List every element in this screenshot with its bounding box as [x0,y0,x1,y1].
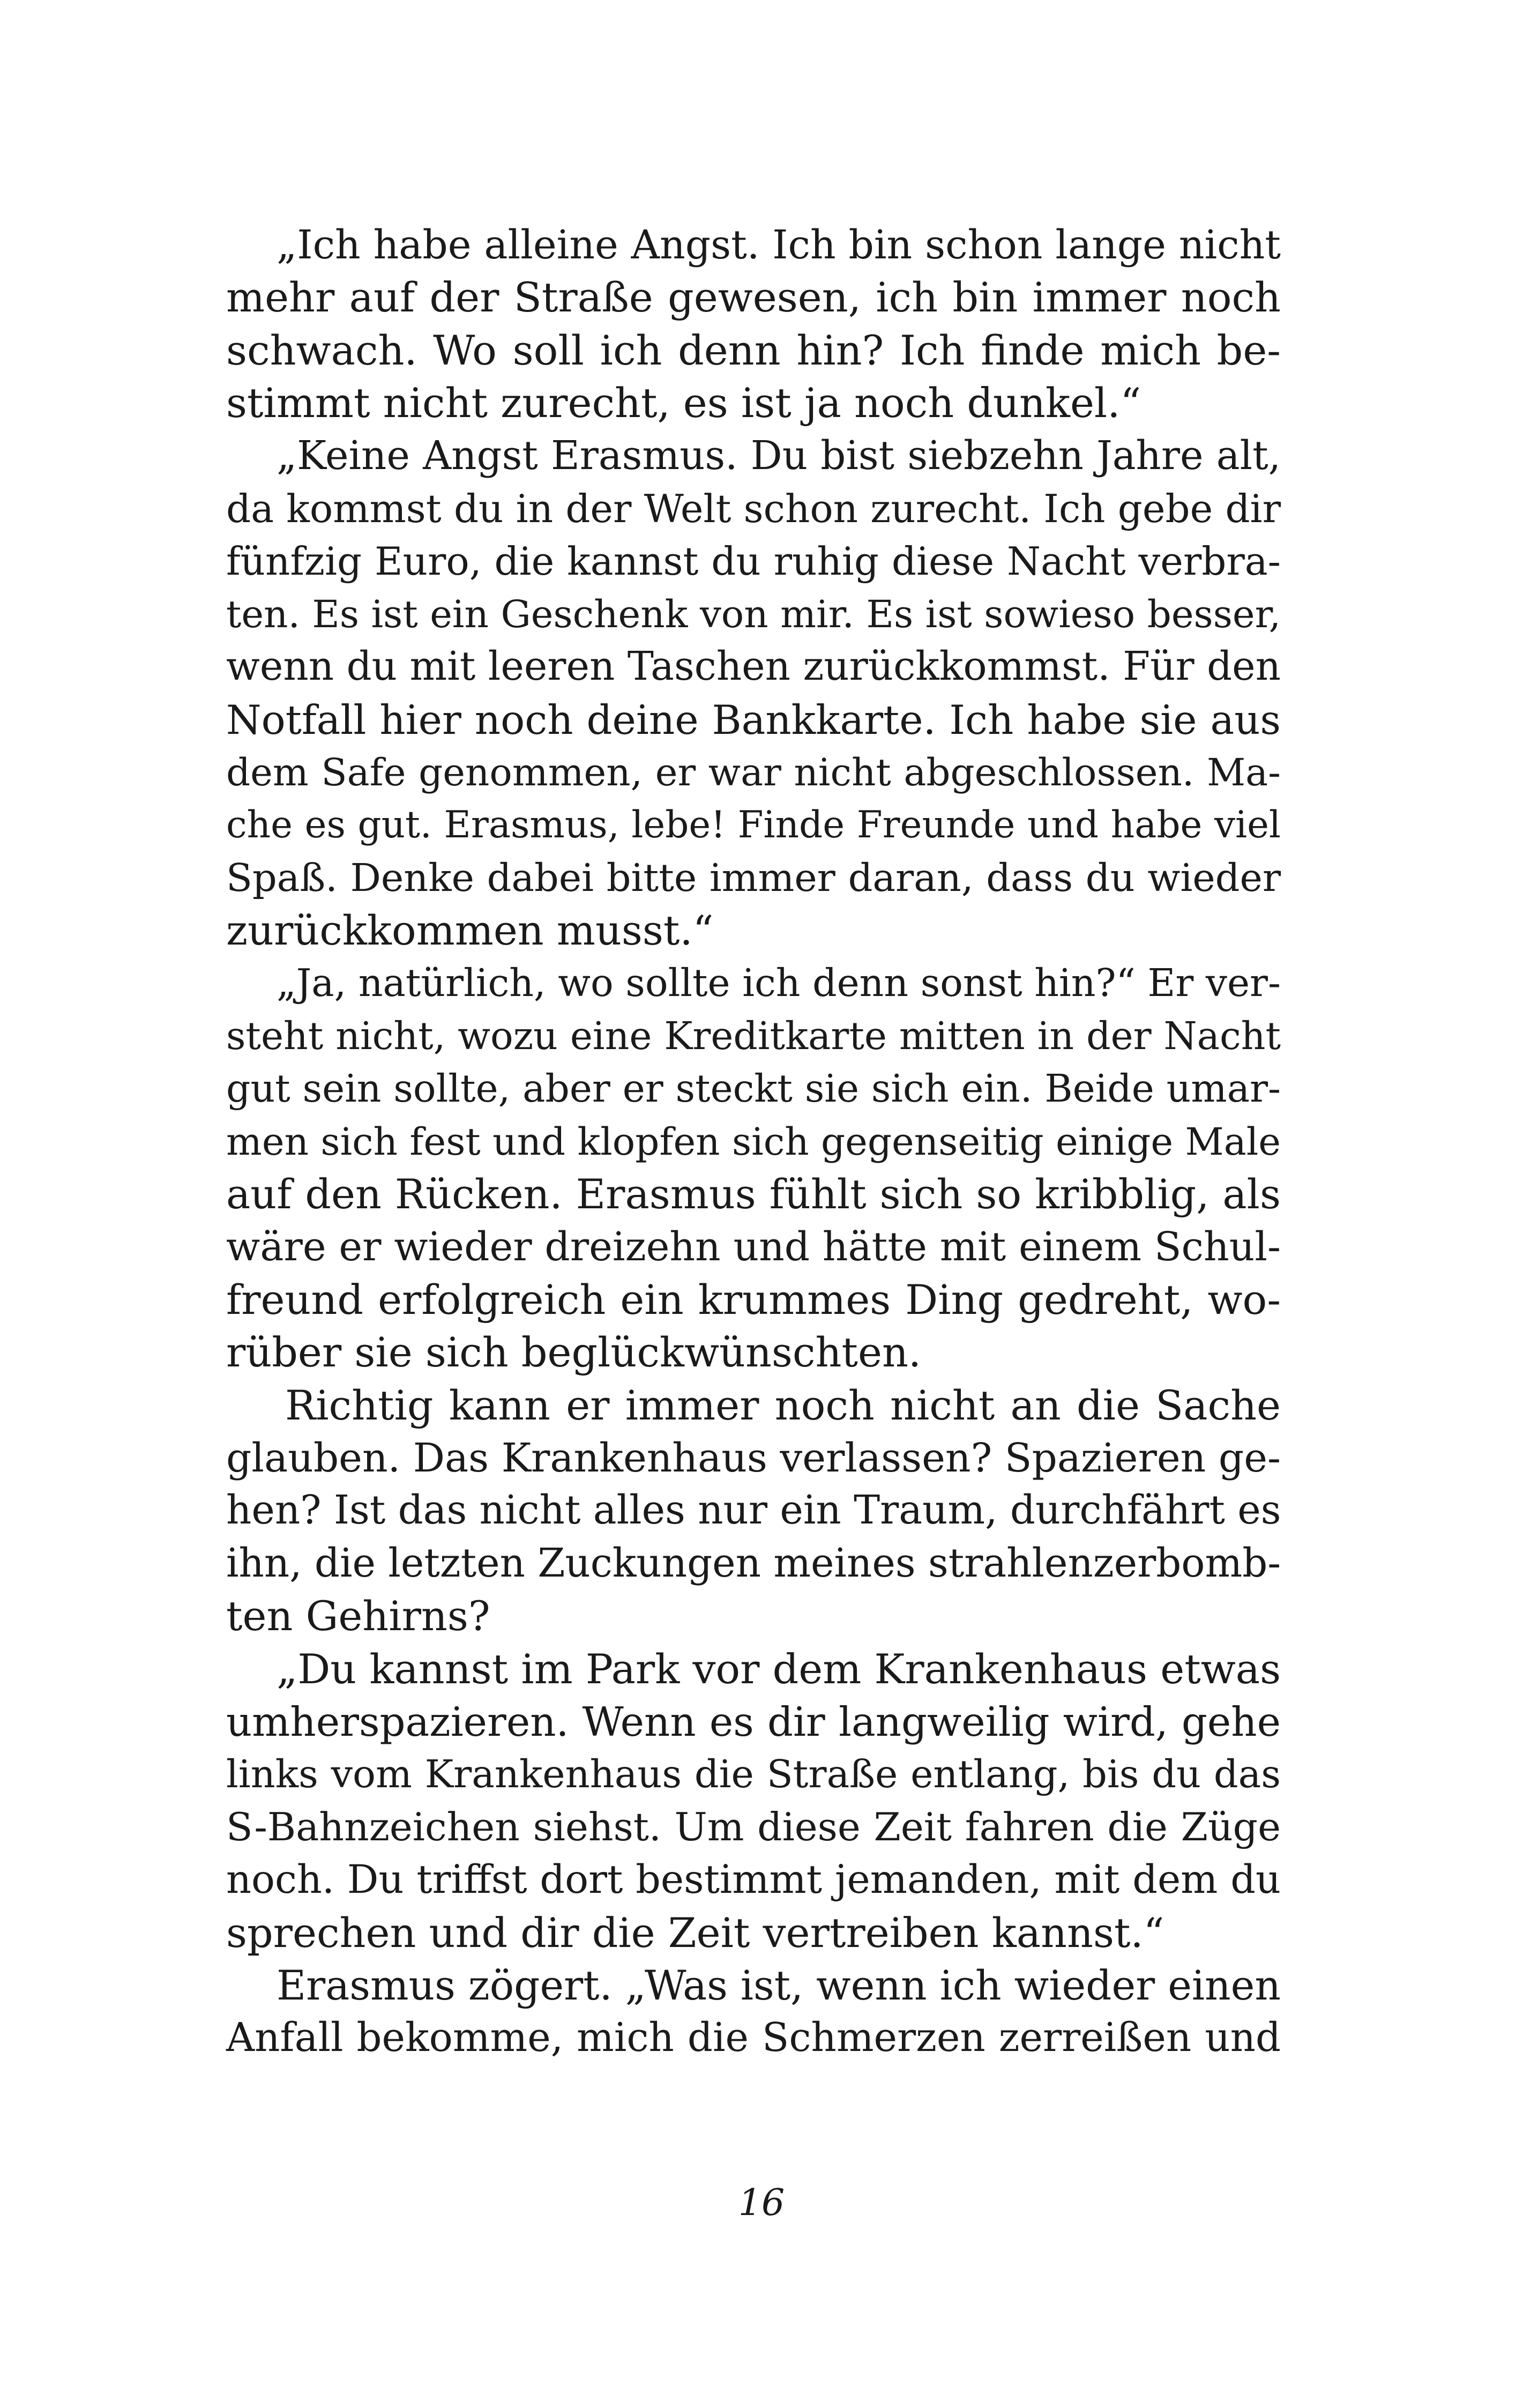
text-line: umherspazieren. Wenn es dir langweilig wird, gehe [226,1698,1281,1745]
text-line: „Du kannst im Park vor dem Krankenhaus etwas [277,1645,1281,1693]
text-line: da kommst du in der Welt schon zurecht. Ich gebe dir [226,486,1281,531]
text-line: zurückkommen musst.“ [226,906,714,955]
text-line: gut sein sollte, aber er steckt sie sich ein. Beide umar- [226,1066,1281,1111]
text-line: schwach. Wo soll ich denn hin? Ich finde mich be- [226,326,1281,374]
text-line: mehr auf der Straße gewesen, ich bin immer noch [226,273,1281,322]
text-line: stimmt nicht zurecht, es ist ja noch dunkel.“ [226,379,1141,427]
text-line: rüber sie sich beglückwünschten. [226,1328,922,1377]
text-line: S-Bahnzeichen siehst. Um diese Zeit fahren die Züge [226,1804,1281,1850]
text-line: glauben. Das Krankenhaus verlassen? Spazieren ge- [226,1435,1281,1481]
text-line: „Keine Angst Erasmus. Du bist siebzehn Jahre alt, [277,433,1281,479]
text-line: fünfzig Euro, die kannst du ruhig diese Nacht verbra- [226,539,1281,584]
text-line: „Ja, natürlich, wo sollte ich denn sonst hin?“ Er ver- [277,961,1281,1006]
text-line: sprechen und dir die Zeit vertreiben kannst.“ [226,1908,1164,1957]
text-line: men sich fest und klopfen sich gegenseitig einige Male [226,1119,1281,1164]
text-line: Notfall hier noch deine Bankkarte. Ich habe sie aus [226,696,1281,744]
text-line: che es gut. Erasmus, lebe! Finde Freunde und habe viel [226,804,1281,847]
page-number: 16 [738,2182,785,2224]
text-line: „Ich habe alleine Angst. Ich bin schon lange nicht [277,222,1281,268]
body-text [226,219,1281,2065]
text-line: links vom Krankenhaus die Straße entlang, bis du das [226,1752,1281,1797]
text-line: wäre er wieder dreizehn und hätte mit einem Schul- [226,1224,1281,1270]
text-line: steht nicht, wozu eine Kreditkarte mitten in der Nacht [226,1013,1281,1058]
text-line: dem Safe genommen, er war nicht abgeschlossen. Ma- [226,750,1281,794]
text-line: Richtig kann er immer noch nicht an die Sache [285,1381,1281,1429]
text-line: freund erfolgreich ein krummes Ding gedreht, wo- [226,1275,1281,1324]
text-line: auf den Rücken. Erasmus fühlt sich so kribblig, als [226,1170,1281,1218]
text-line: ihn, die letzten Zuckungen meines strahlenzerbomb- [226,1540,1281,1586]
text-line: noch. Du triffst dort bestimmt jemanden, mit dem du [226,1857,1281,1903]
text-line: wenn du mit leeren Taschen zurückkommst. Für den [226,644,1281,690]
text-line: Spaß. Denke dabei bitte immer daran, dass du wieder [226,855,1281,900]
text-line: ten. Es ist ein Geschenk von mir. Es ist sowieso besser, [226,592,1281,636]
text-line: ten Gehirns? [226,1592,490,1640]
text-line: hen? Ist das nicht alles nur ein Traum, durchfährt es [226,1488,1281,1534]
text-line: Erasmus zögert. „Was ist, wenn ich wieder einen [277,1961,1281,2009]
text-line: Anfall bekomme, mich die Schmerzen zerreißen und [226,2015,1281,2061]
